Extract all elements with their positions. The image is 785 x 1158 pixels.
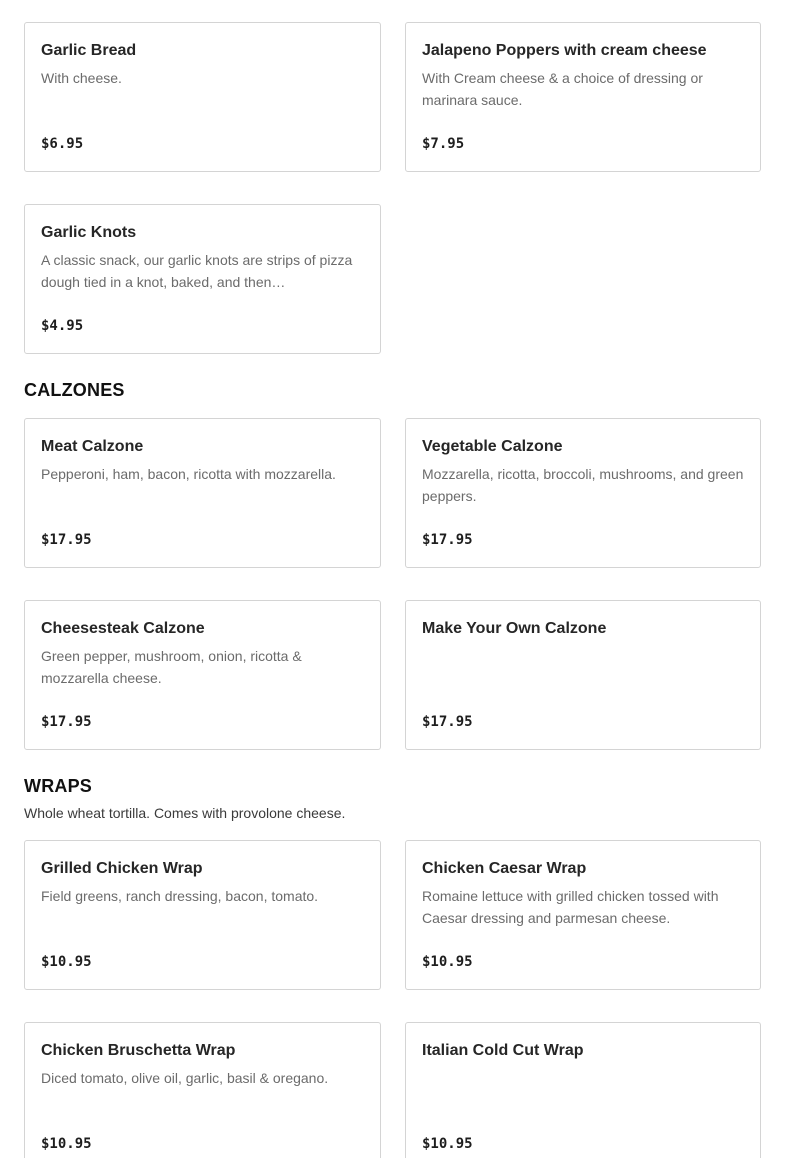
menu-item-description: With cheese. <box>41 70 122 86</box>
menu-item-price: $7.95 <box>422 136 465 152</box>
section-title-wraps: WRAPS <box>24 776 92 796</box>
menu-item-description: Field greens, ranch dressing, bacon, tomato. <box>41 888 319 904</box>
menu-item-description: Diced tomato, olive oil, garlic, basil & oregano. <box>41 1070 329 1086</box>
menu-item-price: $17.95 <box>41 532 92 548</box>
menu-item-name: Cheesesteak Calzone <box>41 620 205 637</box>
menu-item-description: With Cream cheese & a choice of dressing or marinara sauce. <box>422 70 703 108</box>
menu-item-card-meat-calzone[interactable] <box>24 418 381 568</box>
menu-item-card-chicken-bruschetta-wrap[interactable] <box>24 1022 381 1158</box>
menu-item-card-garlic-bread[interactable] <box>24 22 381 172</box>
menu-item-card-vegetable-calzone[interactable] <box>405 418 761 568</box>
menu-item-card-cheesesteak-calzone[interactable] <box>24 600 381 750</box>
menu-item-name: Vegetable Calzone <box>422 438 563 455</box>
menu-item-price: $17.95 <box>422 714 473 730</box>
menu-item-description: A classic snack, our garlic knots are strips of pizza dough tied in a knot, baked, and then… <box>41 252 353 290</box>
menu-item-name: Meat Calzone <box>41 438 144 455</box>
menu-item-description: Mozzarella, ricotta, broccoli, mushrooms, and green peppers. <box>422 466 744 504</box>
menu-item-card-make-your-own-calzone[interactable] <box>405 600 761 750</box>
menu-item-price: $17.95 <box>422 532 473 548</box>
menu-item-name: Chicken Caesar Wrap <box>422 860 587 877</box>
menu-item-price: $10.95 <box>422 1136 473 1152</box>
menu-item-card-chicken-caesar-wrap[interactable] <box>405 840 761 990</box>
section-title-calzones: CALZONES <box>24 380 125 400</box>
menu-item-card-italian-cold-cut-wrap[interactable] <box>405 1022 761 1158</box>
menu-item-description: Romaine lettuce with grilled chicken tossed with Caesar dressing and parmesan cheese. <box>422 888 719 926</box>
menu-item-price: $4.95 <box>41 318 84 334</box>
menu-item-card-garlic-knots[interactable] <box>24 204 381 354</box>
menu-item-price: $17.95 <box>41 714 92 730</box>
menu-item-name: Chicken Bruschetta Wrap <box>41 1042 236 1059</box>
menu-item-description: Green pepper, mushroom, onion, ricotta & mozzarella cheese. <box>41 648 302 686</box>
menu-item-price: $10.95 <box>41 954 92 970</box>
section-description-wraps: Whole wheat tortilla. Comes with provolone cheese. <box>24 805 346 821</box>
menu-item-price: $6.95 <box>41 136 84 152</box>
menu-item-name: Garlic Knots <box>41 224 137 241</box>
menu-item-name: Make Your Own Calzone <box>422 620 607 637</box>
menu-item-price: $10.95 <box>422 954 473 970</box>
menu-item-description: Pepperoni, ham, bacon, ricotta with mozzarella. <box>41 466 336 482</box>
menu-item-price: $10.95 <box>41 1136 92 1152</box>
menu-item-card-grilled-chicken-wrap[interactable] <box>24 840 381 990</box>
menu-item-card-jalapeno-poppers[interactable] <box>405 22 761 172</box>
menu-item-name: Jalapeno Poppers with cream cheese <box>422 42 707 59</box>
menu-item-name: Grilled Chicken Wrap <box>41 860 203 877</box>
menu-item-name: Italian Cold Cut Wrap <box>422 1042 584 1059</box>
menu-item-name: Garlic Bread <box>41 42 137 59</box>
